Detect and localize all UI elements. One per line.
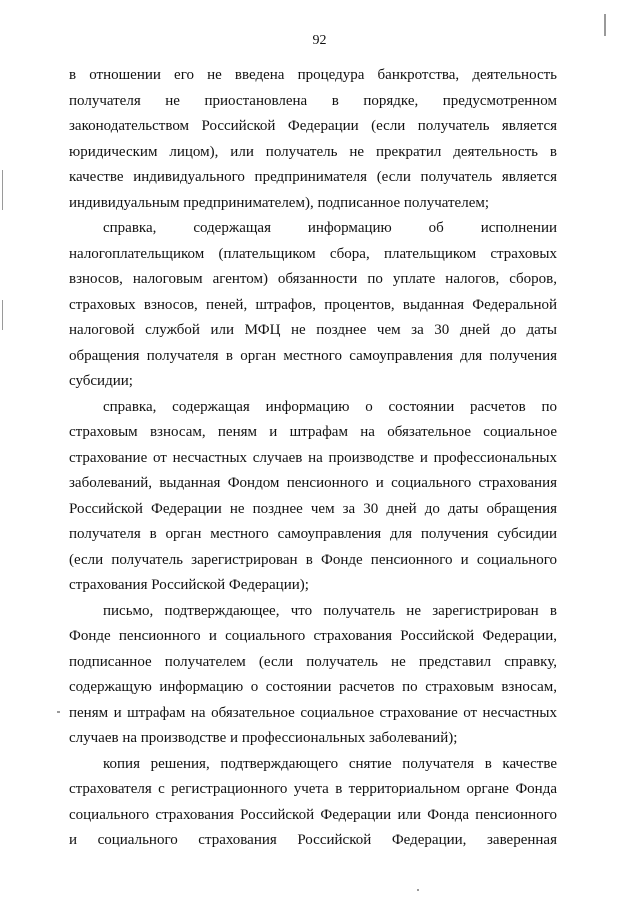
text-line: социального страхования Российской Федерации или Фонда пенсионного [69, 806, 557, 823]
text-line: и социального страхования Российской Федерации, заверенная [69, 832, 557, 848]
text-line: копия решения, подтверждающего снятие получателя в качестве [103, 755, 557, 772]
text-line: (если получатель зарегистрирован в Фонде пенсионного и социального [69, 551, 557, 568]
text-line: налогоплательщиком (плательщиком сбора, плательщиком страховых [69, 245, 557, 262]
text-line: содержащую информацию о состоянии расчетов по страховым взносам, [69, 679, 557, 695]
text-line: налоговой службой или МФЦ не позднее чем за 30 дней до даты [69, 322, 557, 338]
page-number: 92 [312, 33, 327, 48]
scan-speck [2, 300, 3, 330]
text-line: получателя не приостановлена в порядке, предусмотренном [69, 92, 557, 109]
text-line: страхование от несчастных случаев на производстве и профессиональных [69, 449, 557, 466]
text-line: заболеваний, выданная Фондом пенсионного и социального страхования [69, 475, 557, 491]
text-line: пеням и штрафам на обязательное социальное страхование от несчастных [69, 704, 557, 721]
text-line: качестве индивидуального предпринимателя (если получатель является [69, 169, 557, 185]
scan-speck [57, 711, 60, 713]
text-line: справка, содержащая информацию о состоянии расчетов по [103, 398, 557, 415]
text-line: законодательством Российской Федерации (если получатель является [69, 118, 557, 134]
scan-speck [2, 170, 3, 210]
text-line: подписанное получателем (если получатель не представил справку, [69, 653, 557, 670]
scan-speck [417, 889, 419, 891]
text-line: страховым взносам, пеням и штрафам на обязательное социальное [69, 424, 557, 440]
scan-speck [604, 14, 606, 36]
text-line: страхования Российской Федерации); [69, 577, 309, 593]
text-line: в отношении его не введена процедура банкротства, деятельность [69, 67, 557, 83]
text-line: случаев на производстве и профессиональных заболеваний); [69, 730, 458, 746]
text-line: Российской Федерации не позднее чем за 30 дней до даты обращения [69, 500, 557, 517]
text-line: индивидуальным предпринимателем), подписанное получателем; [69, 194, 490, 211]
text-line: письмо, подтверждающее, что получатель не зарегистрирован в [103, 602, 557, 619]
text-line: взносов, налоговым агентом) обязанности по уплате налогов, сборов, [69, 271, 557, 287]
text-line: субсидии; [69, 373, 133, 389]
text-line: страховых взносов, пеней, штрафов, процентов, выданная Федеральной [69, 296, 557, 313]
text-line: юридическим лицом), или получатель не прекратил деятельность в [69, 143, 557, 160]
text-line: справка, содержащая информацию об исполнении [103, 220, 557, 236]
text-line: обращения получателя в орган местного самоуправления для получения [69, 347, 557, 364]
text-line: страхователя с регистрационного учета в территориальном органе Фонда [69, 781, 557, 797]
text-line: получателя в орган местного самоуправления для получения субсидии [69, 526, 557, 542]
text-line: Фонде пенсионного и социального страхования Российской Федерации, [69, 628, 557, 644]
